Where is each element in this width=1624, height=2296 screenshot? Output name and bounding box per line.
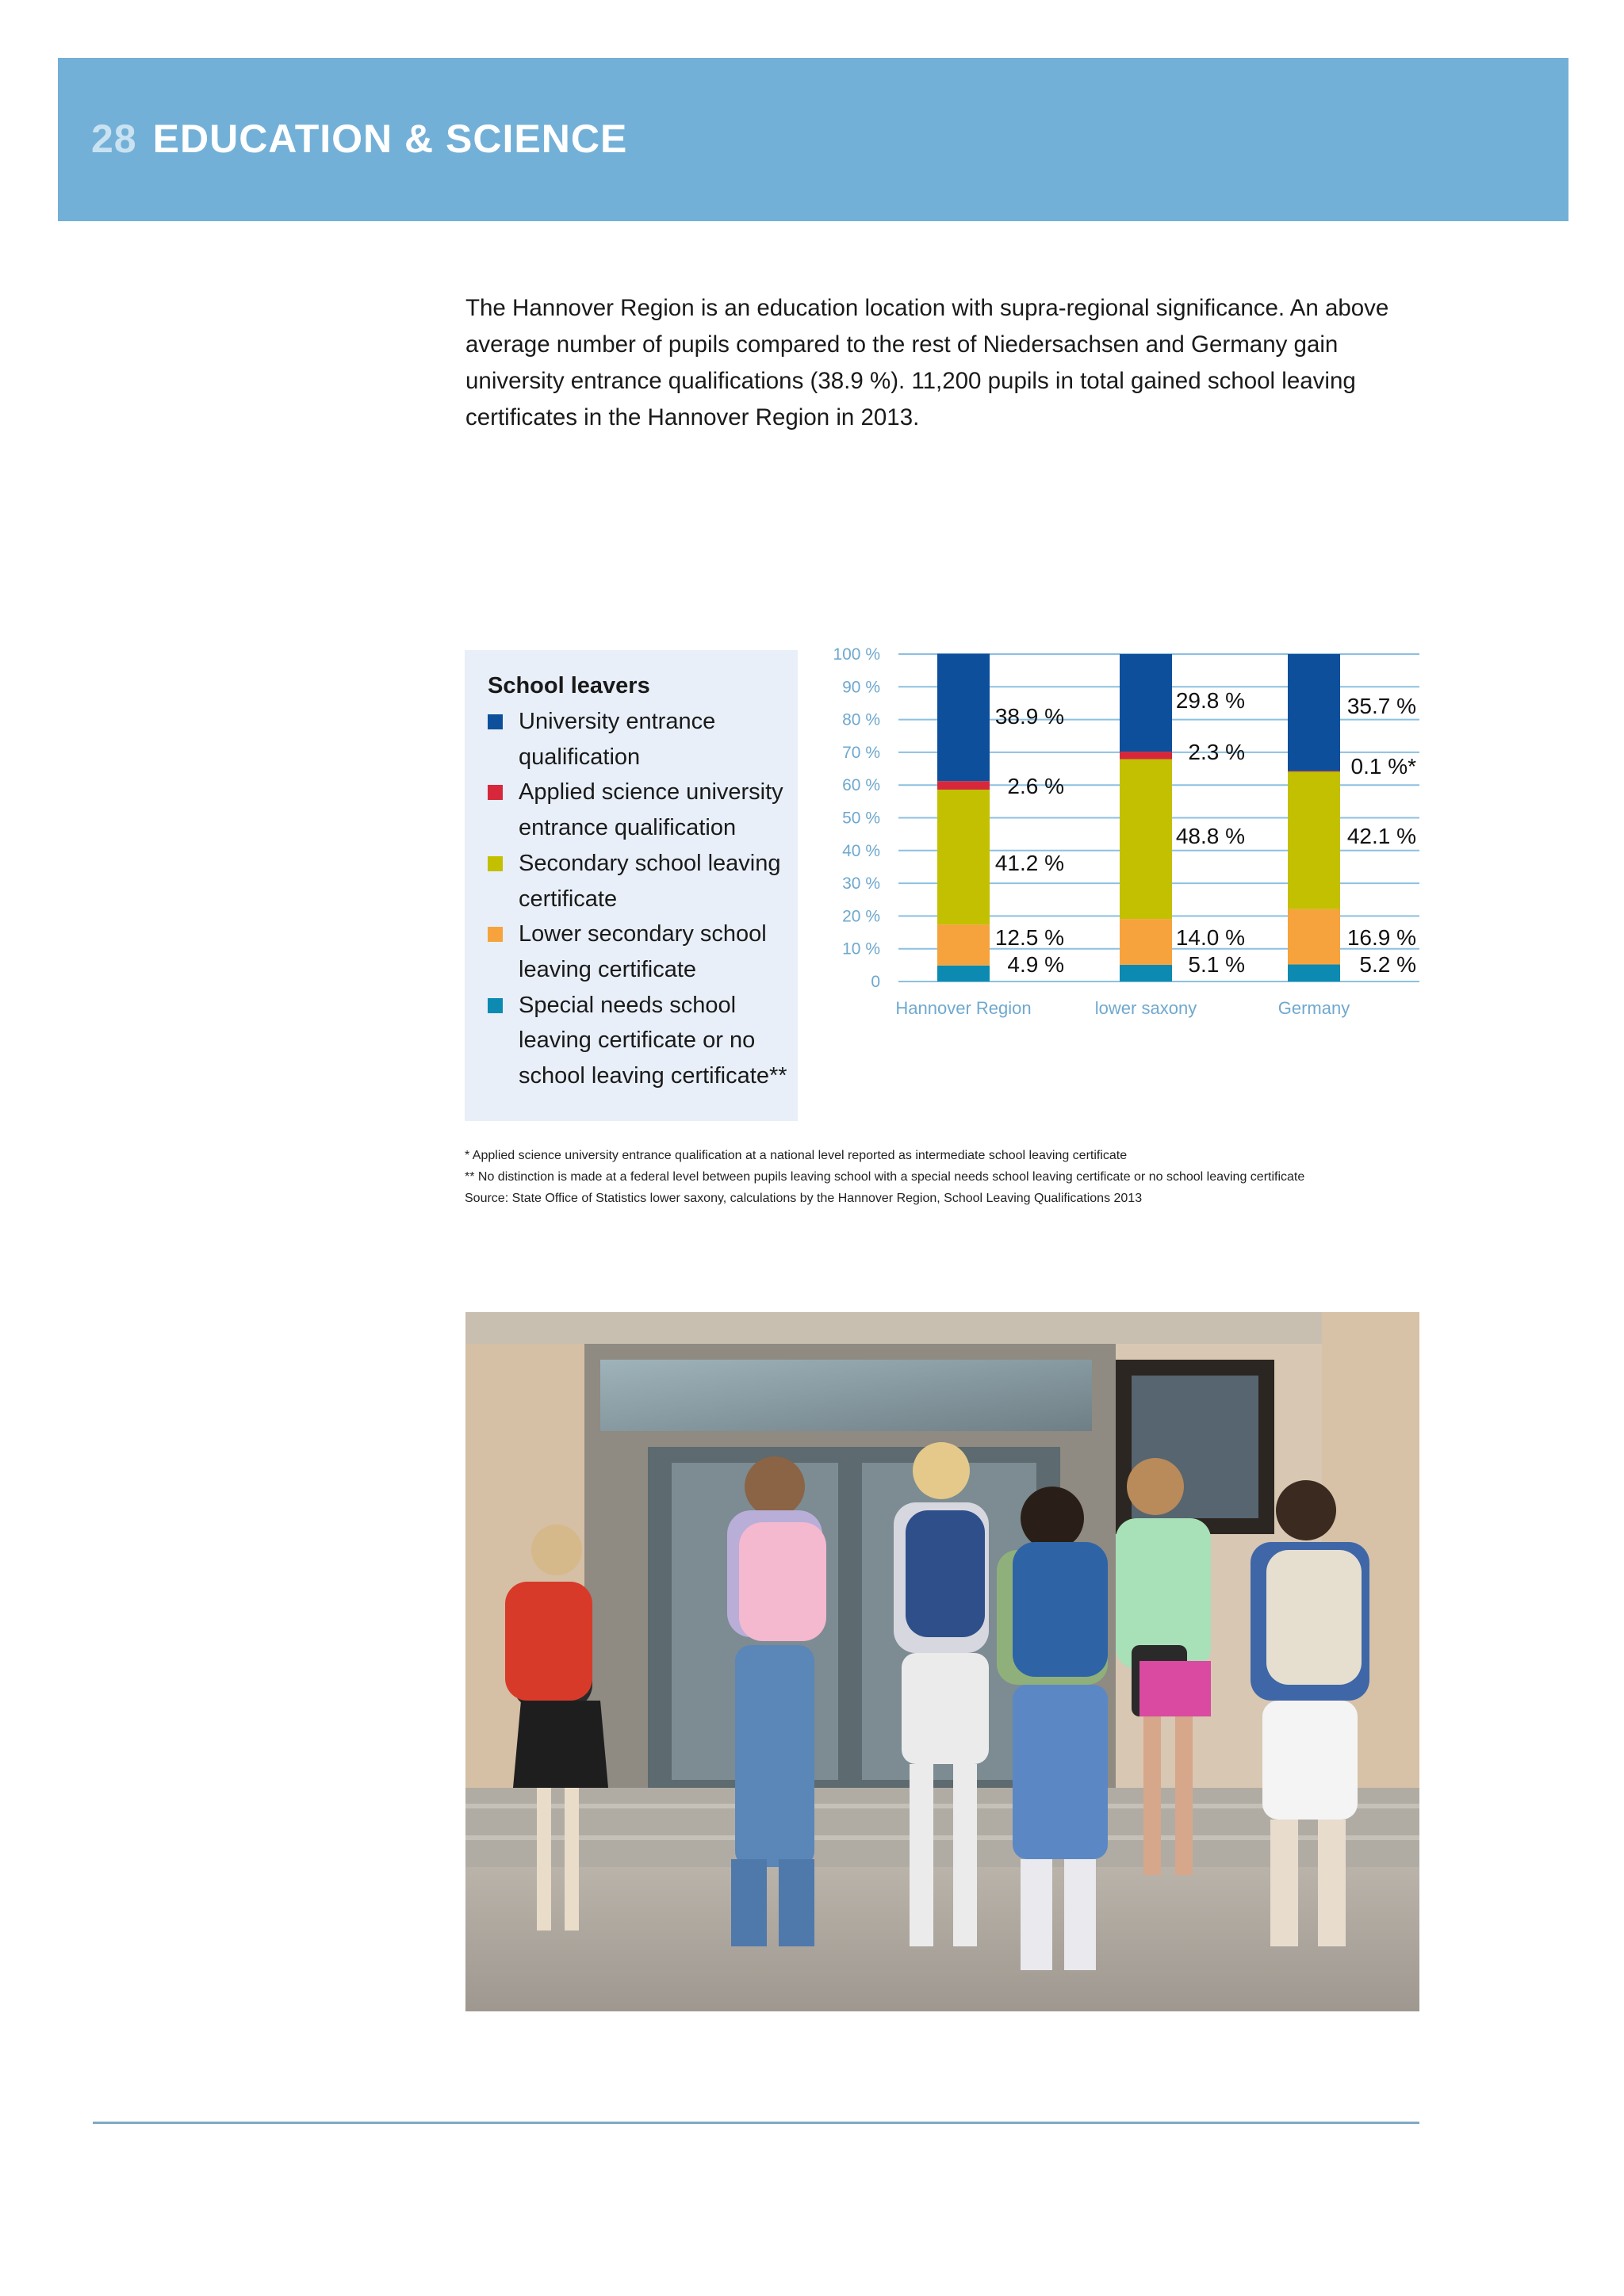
intro-paragraph: The Hannover Region is an education location with supra-regional significance. An above average number of pupils compared to the rest of Niedersachsen and Germany gain university entrance qualifications (38.9 %). 11,200 pupils in total gained school leaving certificates in the Hannover Region in 2013. xyxy=(465,295,1389,430)
footnotes xyxy=(465,1145,1456,1209)
data-label: 35.7 % xyxy=(1346,694,1416,718)
y-tick-label: 80 % xyxy=(842,710,880,729)
data-label: 2.6 % xyxy=(1007,774,1064,798)
bar-segment xyxy=(1120,919,1172,965)
footnote-double-asterisk: ** No distinction is made at a federal level between pupils leaving school with a special needs school leaving certificate or no school leaving certificate xyxy=(465,1170,1305,1184)
legend-label-special-needs: Special needs school leaving certificate or no school leaving certificate** xyxy=(519,992,787,1089)
legend-list xyxy=(488,704,798,1094)
page-number: 28 xyxy=(91,117,137,161)
data-label: 16.9 % xyxy=(1346,925,1416,950)
data-label: 4.9 % xyxy=(1007,952,1064,977)
legend-item-special-needs xyxy=(488,988,798,1094)
bar-segment xyxy=(1288,654,1340,771)
data-label: 38.9 % xyxy=(994,704,1064,729)
data-label: 0.1 %* xyxy=(1350,754,1416,779)
y-tick-label: 90 % xyxy=(842,678,880,697)
page-header xyxy=(91,115,627,163)
chart-legend xyxy=(465,650,798,1121)
bar-segment xyxy=(1120,760,1172,920)
bar-segment xyxy=(1120,654,1172,752)
bar-segment xyxy=(937,924,990,966)
data-label: 5.1 % xyxy=(1188,952,1245,977)
legend-label-lower-secondary: Lower secondary school leaving certificate xyxy=(519,921,767,982)
x-category-label: Hannover Region xyxy=(895,998,1032,1018)
stacked-bar-chart xyxy=(817,634,1427,1039)
bar-segment xyxy=(937,781,990,790)
footnote-asterisk: * Applied science university entrance qualification at a national level reported as intermediate school leaving certificate xyxy=(465,1149,1128,1162)
data-label: 14.0 % xyxy=(1175,925,1245,950)
data-label: 48.8 % xyxy=(1175,824,1245,848)
legend-label-university: University entrance qualification xyxy=(519,709,716,770)
bar-segment xyxy=(1288,909,1340,965)
legend-item-applied-science xyxy=(488,775,798,845)
legend-item-lower-secondary xyxy=(488,916,798,987)
bar-segment xyxy=(1120,752,1172,759)
section-title: EDUCATION & SCIENCE xyxy=(152,117,628,161)
bar-segment xyxy=(1120,965,1172,982)
schoolchildren-photo xyxy=(465,1312,1419,2011)
bar-segment xyxy=(1288,965,1340,982)
y-tick-label: 10 % xyxy=(842,939,880,959)
y-tick-label: 40 % xyxy=(842,841,880,860)
data-label: 41.2 % xyxy=(994,851,1064,875)
y-tick-label: 100 % xyxy=(833,645,880,664)
legend-swatch-special-needs xyxy=(488,998,503,1013)
bar-segment xyxy=(937,790,990,924)
data-label: 12.5 % xyxy=(994,925,1064,950)
header-band xyxy=(58,58,1568,221)
data-label: 42.1 % xyxy=(1346,824,1416,848)
x-category-label: Germany xyxy=(1277,998,1350,1018)
legend-item-university xyxy=(488,704,798,775)
y-tick-label: 0 xyxy=(871,973,880,991)
footnote-source: Source: State Office of Statistics lower saxony, calculations by the Hannover Region, School Leaving Qualifications 2013 xyxy=(465,1192,1143,1205)
y-tick-label: 70 % xyxy=(842,743,880,762)
x-category-label: lower saxony xyxy=(1094,998,1197,1018)
data-label: 29.8 % xyxy=(1175,688,1245,713)
y-tick-label: 20 % xyxy=(842,907,880,926)
legend-item-secondary xyxy=(488,846,798,916)
legend-label-secondary: Secondary school leaving certificate xyxy=(519,850,781,912)
y-tick-label: 50 % xyxy=(842,809,880,828)
bar-segment xyxy=(937,654,990,782)
legend-title: School leavers xyxy=(488,673,650,698)
bar-segment xyxy=(937,966,990,982)
legend-swatch-secondary xyxy=(488,856,503,871)
footer-rule xyxy=(93,2122,1419,2124)
legend-swatch-lower-secondary xyxy=(488,927,503,942)
legend-label-applied-science: Applied science university entrance qualification xyxy=(519,779,783,841)
y-tick-label: 60 % xyxy=(842,776,880,795)
y-tick-label: 30 % xyxy=(842,874,880,894)
legend-swatch-applied-science xyxy=(488,785,503,800)
data-label: 2.3 % xyxy=(1188,740,1245,764)
bar-segment xyxy=(1288,771,1340,909)
data-label: 5.2 % xyxy=(1359,952,1416,977)
legend-swatch-university xyxy=(488,714,503,729)
